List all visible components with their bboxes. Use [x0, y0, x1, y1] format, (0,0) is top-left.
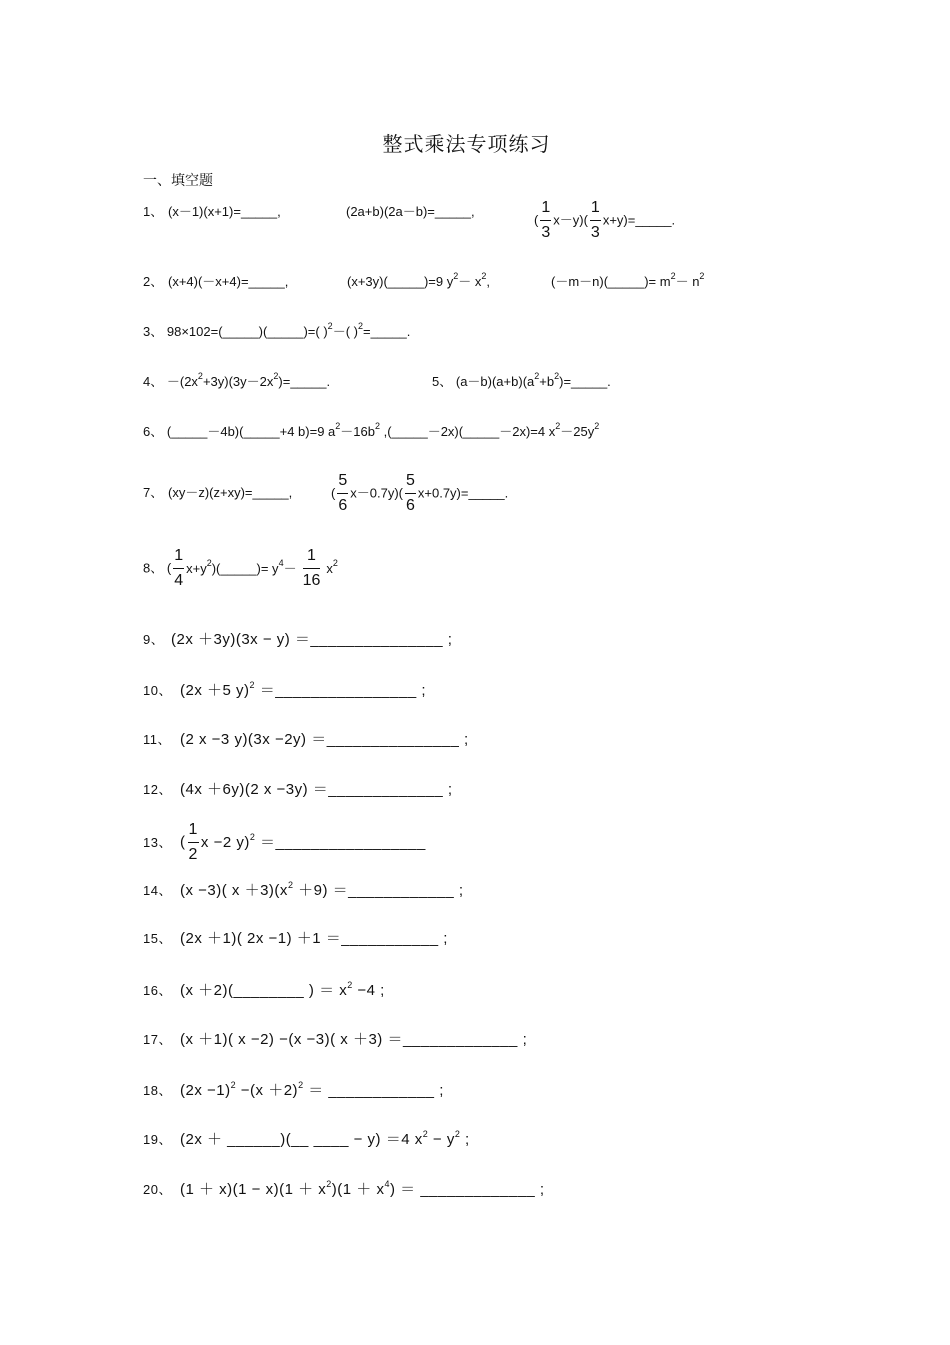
question-7a: (xy－z)(z+xy)=_____, — [168, 485, 293, 500]
question-number: 6、 — [143, 424, 164, 439]
question-number: 5、 — [432, 374, 453, 389]
question-number: 11、 — [143, 732, 171, 747]
question-number: 17、 — [143, 1032, 172, 1047]
question-number: 2、 — [143, 274, 164, 289]
question-number: 10、 — [143, 683, 172, 698]
question-number: 14、 — [143, 883, 172, 898]
question-1b: (2a+b)(2a－b)=_____, — [346, 204, 475, 219]
section-heading: 一、填空题 — [143, 173, 213, 189]
question-1 — [143, 204, 475, 220]
fraction: $\frac{1}{2}$ — [188, 818, 199, 867]
question-3: 3、 98×102=(_____)(_____)=( )$^2$－( )$^2$=_____. — [143, 321, 411, 339]
question-1a: (x－1)(x+1)=_____, — [168, 204, 281, 219]
question-20: 20、 $(1 + x)(1 - x)(1 + x^2)(1 + x^4)$ ＝ _____________ ; — [143, 1179, 545, 1198]
question-number: 20、 — [143, 1182, 172, 1197]
fraction: $\frac{1}{3}$ — [590, 196, 601, 245]
fraction: $\frac{1}{4}$ — [173, 544, 184, 593]
question-17: 17、 (x ＋1)( x −2) −(x −3)( x ＋3) ＝_____________ ; — [143, 1031, 528, 1048]
question-4: 4、 $-(2x^2+3y)(3y-2x^2)=\_\_\_\_\_$. — [143, 371, 331, 389]
question-9: 9、 (2x ＋3y)(3x − y) ＝_______________ ; — [143, 631, 453, 648]
question-number: 16、 — [143, 983, 172, 998]
question-number: 12、 — [143, 782, 172, 797]
question-2 — [143, 271, 705, 290]
question-number: 15、 — [143, 931, 172, 946]
question-12: 12、 (4x ＋6y)(2 x −3y) ＝_____________ ; — [143, 781, 453, 798]
question-18: 18、 $(2x -1)^2 -(x +2)^2$ ＝ ____________ ; — [143, 1080, 444, 1099]
question-19: 19、 (2x ＋ ______)(__ ____ − y) ＝4 $x^2 - y^2$ ; — [143, 1129, 470, 1148]
question-number: 18、 — [143, 1083, 172, 1098]
question-6: 6、 (_____－4b)(_____+4 b)=9 $a^2-16b^2$ ,(_____－2x)(_____－2x)=4 $x^2-25y^2$ — [143, 421, 600, 439]
fraction: $\frac{5}{6}$ — [405, 469, 416, 518]
question-number: 9、 — [143, 632, 165, 647]
question-13: 13、 ( $\frac{1}{2}$ x −2 y)$^2$ ＝_________________ — [143, 818, 426, 867]
question-16: 16、 (x ＋2)(________ ) ＝ $x^2 -4$ ; — [143, 980, 385, 999]
question-number: 8、 — [143, 560, 164, 576]
fraction: $\frac{1}{3}$ — [540, 196, 551, 245]
question-number: 4、 — [143, 374, 164, 389]
question-number: 1、 — [143, 204, 164, 219]
fraction: $\frac{1}{16}$ — [303, 544, 321, 593]
question-number: 7、 — [143, 485, 164, 500]
fraction: $\frac{5}{6}$ — [337, 469, 348, 518]
question-7 — [143, 485, 293, 501]
question-2a: (x+4)(－x+4)=_____, — [168, 274, 289, 289]
question-5: 5、 $(a-b)(a+b)(a^2+b^2)=\_\_\_\_\_$. — [432, 371, 611, 389]
question-15: 15、 (2x ＋1)( 2x −1) ＋1 ＝___________ ; — [143, 930, 448, 947]
question-1c: ( $\frac{1}{3}$ x－y)( $\frac{1}{3}$ x+y)=_____. — [534, 196, 675, 245]
question-14: 14、 (x −3)( $x +3)(x^2 +9)$ ＝____________ ; — [143, 880, 464, 899]
page-title: 整式乘法专项练习 — [382, 132, 551, 156]
question-number: 19、 — [143, 1132, 172, 1147]
question-2c: (－m－n)(_____)= $m^2- n^2$ — [551, 271, 705, 289]
question-8: 8、 ( $\frac{1}{4}$ $x+y^2)(\_\_\_\_\_)= y^4-$ $\frac{1}{16}$ $x^2$ — [143, 544, 338, 593]
question-number: 3、 — [143, 324, 164, 339]
question-11: 11、 (2 x −3 y)(3x −2y) ＝_______________ ; — [143, 731, 469, 748]
question-number: 13、 — [143, 834, 172, 850]
question-2b: (x+3y)(_____)=9 $y^2- x^2$, — [347, 271, 491, 289]
question-7b: ( $\frac{5}{6}$ x－0.7y)( $\frac{5}{6}$ x+0.7y)=_____. — [331, 469, 508, 518]
question-10: 10、 (2x ＋5 y)$^2$ ＝________________ ; — [143, 680, 427, 699]
